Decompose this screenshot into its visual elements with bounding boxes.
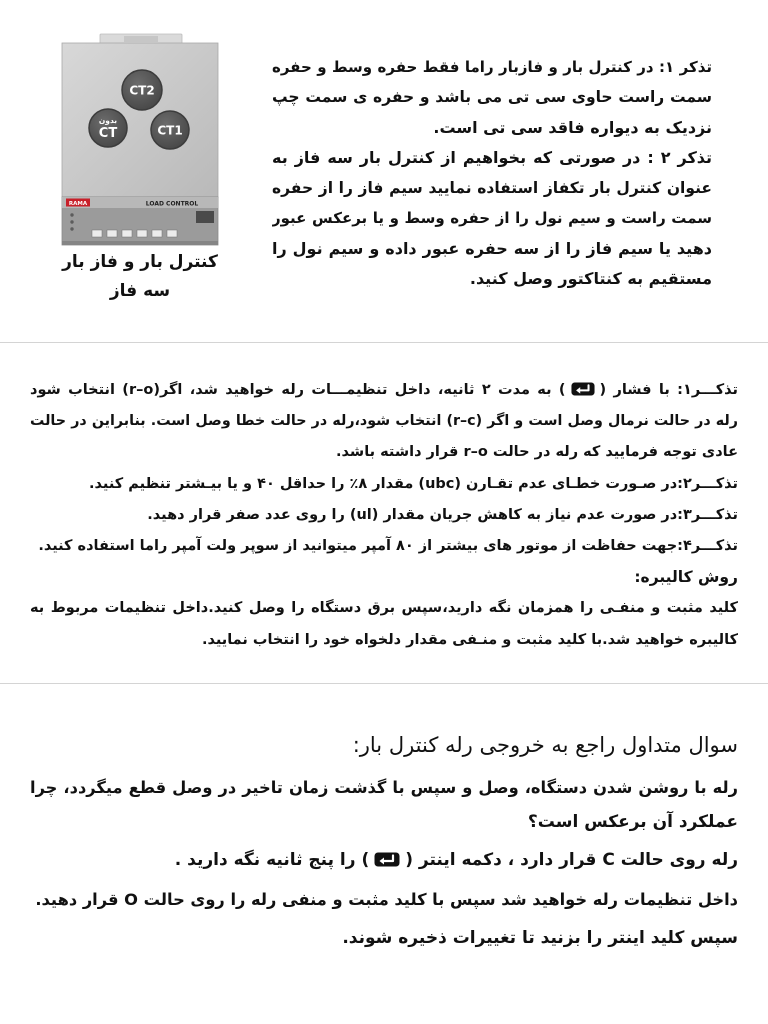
device-display	[196, 211, 214, 223]
ct-note-line-6: سمت راست و سیم نول را از حفره وسط و یا برعکس عبور	[272, 209, 712, 228]
calibration-heading: روش کالیبره:	[634, 568, 738, 587]
ct-note-line-7: دهید یا سیم فاز را از سه حفره عبور داده و سیم نول را	[272, 238, 712, 258]
faq-answer-line-1-end: ) را پنج ثانیه نگه دارید .	[174, 850, 370, 870]
device-caption-line-2: سه فاز	[109, 281, 171, 301]
ct-note-line-3: نزدیک به دیواره فاقد سی تی است.	[433, 117, 712, 137]
relay-note-line-4: تذکـــر۲:در صـورت خطـای عدم تقـارن (ubc) مقدار ۸٪ را حداقل ۴۰ و یا بیـشتر تنظیم کنید.	[89, 475, 738, 492]
faq-answer-line-1	[30, 839, 738, 881]
ct2-label: CT2	[129, 83, 155, 98]
terminal-slot	[107, 230, 117, 237]
calibration-line-2: کالیبره خواهید شد.با کلید مثبت و منـفی مقدار دلخواه خود را انتخاب نمایید.	[201, 631, 738, 648]
device-panel-label: LOAD CONTROL	[145, 200, 199, 208]
relay-note-line-1	[30, 375, 738, 406]
ct-wiring-notes	[272, 52, 712, 294]
device-caption-line-1: کنترل بار و فاز بار	[62, 252, 218, 272]
ct-note-line-2: سمت راست حاوی سی تی می باشد و حفره ی سمت چپ	[272, 88, 712, 107]
device-top-face	[62, 43, 218, 197]
no-ct-hole	[89, 109, 127, 147]
status-led	[70, 213, 73, 216]
relay-note-line-1-end: ) به مدت ۲ ثانیه، داخل تنظیمـــات رله خواهید شد، اگر(r–o) انتخاب شود	[30, 382, 566, 398]
section-divider	[0, 342, 768, 343]
faq-answer-line-2: داخل تنظیمات رله خواهید شد سپس با کلید مثبت و منفی رله را روی حالت O قرار دهید.	[35, 890, 738, 909]
faq-question-line-2: عملکرد آن برعکس است؟	[527, 812, 738, 832]
relay-settings-notes	[30, 375, 738, 656]
device-bottom-edge	[62, 241, 218, 245]
faq-body	[30, 771, 738, 957]
ct-note-line-8: مستقیم به کنتاکتور وصل کنید.	[469, 269, 712, 289]
faq-question-line-1: رله با روشن شدن دستگاه، وصل و سپس با گذشت زمان تاخیر در وصل قطع میگردد، چرا	[30, 778, 738, 797]
enter-key-icon	[374, 852, 400, 867]
status-led	[70, 220, 73, 223]
relay-note-line-1-start: تذکـــر۱: با فشار (	[599, 382, 738, 398]
terminal-slot	[167, 230, 177, 237]
brand-logo-text: RAMA	[68, 200, 88, 207]
section-divider	[0, 683, 768, 684]
ct-note-line-4: تذکر ۲ : در صورتی که بخواهیم از کنترل بار سه فاز به	[272, 147, 712, 167]
enter-key-icon	[571, 382, 595, 396]
ct-note-line-5: عنوان کنترل بار تکفاز استفاده نمایید سیم فاز را از حفره	[272, 179, 712, 198]
calibration-line-1: کلید مثبت و منفـی را همزمان نگه دارید،سپس برق دستگاه را وصل کنید.داخل تنظیمات مربوط به	[30, 600, 738, 617]
ct2-hole	[122, 70, 162, 110]
relay-note-line-6: تذکـــر۴:جهت حفاظت از موتور های بیشتر از ۸۰ آمپر میتوانید از سوپر ولت آمپر راما استفاده کنید.	[38, 537, 738, 554]
ct-note-line-1: تذکر ۱: در کنترل بار و فازبار راما فقط حفره وسط و حفره	[272, 58, 712, 76]
device-top-tab-grip	[124, 36, 158, 42]
load-control-device-image	[60, 33, 220, 248]
relay-note-line-5: تذکـــر۳:در صورت عدم نیاز به کاهش جریان مقدار (ul) را روی عدد صفر قرار دهید.	[147, 506, 738, 523]
no-ct-label: CT	[98, 126, 118, 141]
faq-answer-line-3: سپس کلید اینتر را بزنید تا تغییرات ذخیره شوند.	[342, 928, 738, 948]
relay-note-line-2: رله در حالت نرمال وصل است و اگر (r–c) انتخاب شود،رله در حالت خطا وصل است. بنابراین در حالت	[30, 413, 738, 430]
ct1-hole	[151, 111, 189, 149]
status-led	[70, 227, 73, 230]
terminal-slot	[92, 230, 102, 237]
faq-heading: سوال متداول راجع به خروجی رله کنترل بار:	[352, 733, 738, 757]
faq-answer-line-1-start: رله روی حالت C قرار دارد ، دکمه اینتر (	[405, 850, 738, 870]
relay-note-line-3: عادی توجه فرمایید که رله در حالت r–o قرار داشته باشد.	[336, 444, 738, 461]
no-ct-label-top: بدون	[98, 116, 118, 125]
terminal-slot	[152, 230, 162, 237]
terminal-slot	[137, 230, 147, 237]
terminal-slot	[122, 230, 132, 237]
ct1-label: CT1	[157, 123, 183, 138]
device-caption	[40, 248, 240, 306]
